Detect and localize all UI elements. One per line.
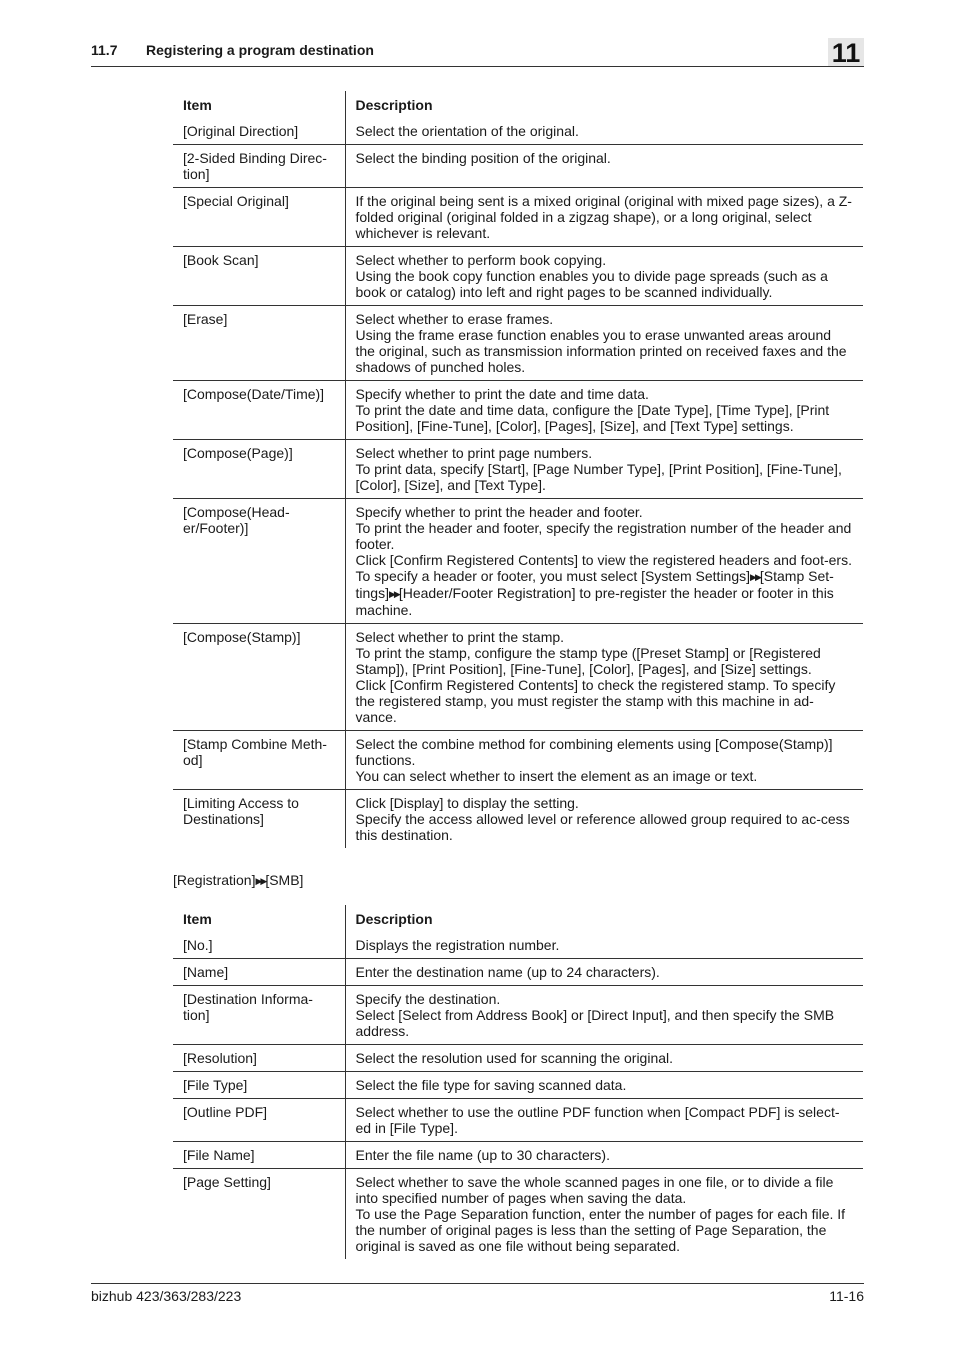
description-cell xyxy=(345,986,863,1045)
double-arrow-icon: ▶▶ xyxy=(750,572,760,582)
description-line: To print the date and time data, configure the [Date Type], [Time Type], [Print Position], [Fine-Tune], [Color], [Pages], [Size], and [Text Type] settings. xyxy=(355,402,830,434)
item-cell: [Stamp Combine Meth- od] xyxy=(173,731,345,790)
item-cell: [Page Setting] xyxy=(173,1169,345,1260)
description-line: If the original being sent is a mixed original (original with mixed page sizes), a Z-folded original (original folded in a zigzag shape), or a long original, select whichever is relevant. xyxy=(355,193,852,241)
description-line: Select whether to save the whole scanned pages in one file, or to divide a file into specified number of pages when saving the data. xyxy=(355,1174,834,1206)
table-row xyxy=(173,1072,863,1099)
description-line: To print the stamp, configure the stamp type ([Preset Stamp] or [Registered Stamp]), [Print Position], [Fine-Tune], [Color], [Pages], and [Size] settings. xyxy=(355,645,821,677)
table-row xyxy=(173,1099,863,1142)
item-cell: [Original Direction] xyxy=(173,118,345,145)
model-name: bizhub 423/363/283/223 xyxy=(91,1288,242,1304)
item-cell: [Resolution] xyxy=(173,1045,345,1072)
table-row xyxy=(173,1169,863,1260)
settings-table-2 xyxy=(173,905,863,1259)
table-header-row xyxy=(173,91,863,118)
item-cell: [Compose(Page)] xyxy=(173,440,345,499)
table-body xyxy=(173,932,863,1259)
description-line: Select whether to perform book copying. xyxy=(355,252,607,268)
description-cell xyxy=(345,624,863,731)
description-cell xyxy=(345,932,863,959)
description-line: To specify a header or footer, you must select [System Settings]▶▶[Stamp Set-tings]▶▶[Header/Footer Registration] to pre-register the header or footer in this machine. xyxy=(355,568,834,618)
description-cell xyxy=(345,306,863,381)
column-header-description: Description xyxy=(355,911,433,927)
item-cell: [Limiting Access to Destinations] xyxy=(173,790,345,849)
description-line: Specify whether to print the date and time data. xyxy=(355,386,649,402)
item-cell: [Destination Informa- tion] xyxy=(173,986,345,1045)
description-cell xyxy=(345,499,863,624)
description-line: Click [Confirm Registered Contents] to view the registered headers and foot-ers. xyxy=(355,552,852,568)
description-line: Select [Select from Address Book] or [Direct Input], and then specify the SMB address. xyxy=(355,1007,835,1039)
description-line: To use the Page Separation function, enter the number of pages for each file. If the number of original pages is less than the setting of Page Separation, the original is saved as one file without being separated. xyxy=(355,1206,846,1254)
table-row xyxy=(173,118,863,145)
description-cell xyxy=(345,959,863,986)
double-arrow-icon: ▶▶ xyxy=(388,589,399,599)
table-row xyxy=(173,247,863,306)
table-row xyxy=(173,790,863,849)
double-arrow-icon: ▶▶ xyxy=(255,876,266,886)
description-line: Select whether to erase frames. xyxy=(355,311,554,327)
description-line: Displays the registration number. xyxy=(355,937,560,953)
item-cell: [Compose(Stamp)] xyxy=(173,624,345,731)
description-line: Specify the destination. xyxy=(355,991,501,1007)
column-header-description: Description xyxy=(355,97,433,113)
description-cell xyxy=(345,731,863,790)
description-line: Click [Display] to display the setting. xyxy=(355,795,579,811)
description-line: Select the orientation of the original. xyxy=(355,123,579,139)
description-cell xyxy=(345,1072,863,1099)
description-cell xyxy=(345,381,863,440)
page-footer xyxy=(91,1283,864,1304)
section-title: Registering a program destination xyxy=(146,42,374,58)
path-suffix: [SMB] xyxy=(265,872,304,888)
description-cell xyxy=(345,1169,863,1260)
path-prefix: [Registration] xyxy=(173,872,256,888)
item-cell: [No.] xyxy=(173,932,345,959)
description-line: Select whether to print page numbers. xyxy=(355,445,593,461)
description-line: Select the resolution used for scanning the original. xyxy=(355,1050,674,1066)
description-line: To print the header and footer, specify the registration number of the header and footer. xyxy=(355,520,852,552)
description-line: Select the binding position of the original. xyxy=(355,150,611,166)
description-cell xyxy=(345,145,863,188)
description-line: Enter the destination name (up to 24 characters). xyxy=(355,964,660,980)
description-line: Select the combine method for combining elements using [Compose(Stamp)] functions. xyxy=(355,736,833,768)
description-cell xyxy=(345,1045,863,1072)
column-header-item: Item xyxy=(173,91,345,118)
item-cell: [Compose(Head- er/Footer)] xyxy=(173,499,345,624)
column-header-item: Item xyxy=(173,905,345,932)
description-cell xyxy=(345,1142,863,1169)
description-cell xyxy=(345,440,863,499)
description-line: Using the frame erase function enables you to erase unwanted areas around the original, such as transmission information printed on received faxes and the shadows of punched holes. xyxy=(355,327,847,375)
settings-table-1 xyxy=(173,91,863,848)
table-header-row xyxy=(173,905,863,932)
table-row xyxy=(173,306,863,381)
table-row xyxy=(173,1142,863,1169)
item-cell: [2-Sided Binding Direc- tion] xyxy=(173,145,345,188)
table-row xyxy=(173,381,863,440)
table-row xyxy=(173,959,863,986)
item-cell: [Compose(Date/Time)] xyxy=(173,381,345,440)
description-line: Specify the access allowed level or reference allowed group required to ac-cess this destination. xyxy=(355,811,850,843)
item-cell: [Erase] xyxy=(173,306,345,381)
description-line: Select the file type for saving scanned data. xyxy=(355,1077,627,1093)
table-row xyxy=(173,731,863,790)
table-row xyxy=(173,932,863,959)
description-line: To print data, specify [Start], [Page Number Type], [Print Position], [Fine-Tune], [Color], [Size], and [Text Type]. xyxy=(355,461,842,493)
description-cell xyxy=(345,118,863,145)
description-line: Click [Confirm Registered Contents] to check the registered stamp. To specify the registered stamp, you must register the stamp with this machine in ad-vance. xyxy=(355,677,836,725)
table-body xyxy=(173,118,863,848)
table-row xyxy=(173,986,863,1045)
description-cell xyxy=(345,1099,863,1142)
page-number: 11-16 xyxy=(829,1288,864,1304)
section-number: 11.7 xyxy=(91,42,118,58)
description-cell xyxy=(345,188,863,247)
description-cell xyxy=(345,247,863,306)
item-cell: [File Type] xyxy=(173,1072,345,1099)
description-line: Enter the file name (up to 30 characters). xyxy=(355,1147,610,1163)
table-row xyxy=(173,1045,863,1072)
item-cell: [File Name] xyxy=(173,1142,345,1169)
item-cell: [Name] xyxy=(173,959,345,986)
item-cell: [Book Scan] xyxy=(173,247,345,306)
item-cell: [Outline PDF] xyxy=(173,1099,345,1142)
table-row xyxy=(173,440,863,499)
description-line: Select whether to print the stamp. xyxy=(355,629,565,645)
description-line: Select whether to use the outline PDF function when [Compact PDF] is select-ed in [File Type]. xyxy=(355,1104,840,1136)
page-header xyxy=(91,38,864,67)
table-row xyxy=(173,624,863,731)
table-row xyxy=(173,499,863,624)
description-line: Specify whether to print the header and footer. xyxy=(355,504,643,520)
table-row xyxy=(173,188,863,247)
description-line: You can select whether to insert the element as an image or text. xyxy=(355,768,758,784)
description-cell xyxy=(345,790,863,849)
table-row xyxy=(173,145,863,188)
chapter-tab: 11 xyxy=(828,38,864,66)
item-cell: [Special Original] xyxy=(173,188,345,247)
menu-path-label xyxy=(173,872,303,888)
description-line: Using the book copy function enables you to divide page spreads (such as a book or catalog) into left and right pages to be scanned individually. xyxy=(355,268,828,300)
